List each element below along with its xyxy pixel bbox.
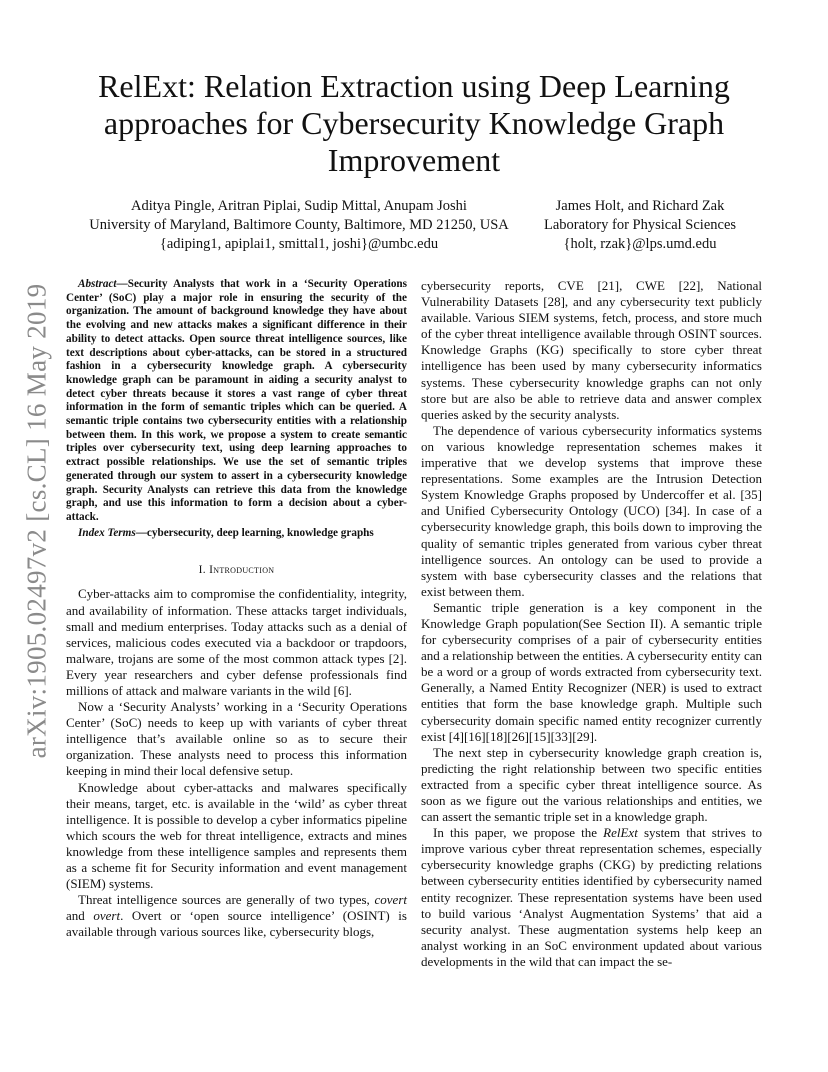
author-emails: {adiping1, apiplai1, smittal1, joshi}@umbc.edu: [159, 236, 439, 252]
author-affiliation: University of Maryland, Baltimore County, Baltimore, MD 21250, USA: [89, 217, 509, 233]
author-block-left: [64, 197, 534, 254]
body-paragraph: Knowledge about cyber-attacks and malwares specifically their means, target, etc. is available in the ‘wild’ as cyber threat intelligence. It is possible to develop a cyber informatics pipeline which scours the web for threat intelligence, extracts and mines knowledge from these intelligence samples and represents them as a scheme fit for Security information and event management (SIEM) systems.: [66, 779, 407, 892]
author-block-right: [520, 197, 760, 254]
left-column: [66, 278, 407, 941]
index-terms-label: Index Terms: [78, 526, 136, 539]
emphasis-covert: covert: [374, 892, 407, 908]
author-emails: {holt, rzak}@lps.umd.edu: [563, 236, 717, 252]
index-terms: [66, 527, 407, 541]
body-paragraph: The dependence of various cybersecurity informatics systems on various knowledge representation schemes makes it imperative that we develop systems that improve these representations. Some examples are the Intrusion Detection System Knowledge Graphs proposed by Undercoffer et al. [35] and Unified Cybersecurity Ontology (UCO) [34]. In case of a cybersecurity knowledge graph, this boils down to improving the quality of semantic triples generated from various cyber threat intelligence sources. An ontology can be used to provide a system with base cybersecurity classes and the relations that exist between them.: [421, 422, 762, 599]
body-paragraph: cybersecurity reports, CVE [21], CWE [22], National Vulnerability Datasets [28], and any cybersecurity text publicly available. Various SIEM systems, fetch, process, and store much of the cyber threat intelligence available through OSINT sources. Knowledge Graphs (KG) specifically to store cyber threat intelligence has been used by many cybersecurity informatics systems. These cybersecurity knowledge graphs can not only store but are also be able to retrieve data and answer complex queries asked by the security analysts.: [421, 278, 762, 422]
emphasis-overt: overt: [93, 908, 121, 924]
body-paragraph: [421, 825, 762, 970]
body-paragraph: Cyber-attacks aim to compromise the confidentiality, integrity, and availability of information. These attacks target individuals, small and medium enterprises. Today attacks such as a denial of services, malicious codes executed via a backdoor or trapdoors, malware, trojans are some of the most common attack types [2]. Every year researchers and cyber defense professionals find millions of attack and malware variants in the wild [6].: [66, 586, 407, 699]
section-heading: [66, 562, 407, 578]
right-column: [421, 278, 762, 970]
body-paragraph: Semantic triple generation is a key component in the Knowledge Graph population(See Section II). A semantic triple for cybersecurity comprises of a pair of cybersecurity entities and a relationship between the entities. A cybersecurity entity can be a word or a group of words extracted from cybersecurity text. Generally, a Named Entity Recognizer (NER) is used to extract entities that form the base knowledge graph. Multiple such cybersecurity domain specific named entity recognizer currently exist [4][16][18][26][15][33][29].: [421, 599, 762, 744]
system-name: RelExt: [603, 825, 638, 841]
paragraph-text: and: [66, 908, 94, 924]
author-names: James Holt, and Richard Zak: [555, 198, 725, 214]
abstract-text: —Security Analysts that work in a ‘Security Operations Center’ (SoC) play a major role in ensuring the security of the organization. The amount of background knowledge they have about the evolving and new attacks makes a significant difference in their ability to detect attacks. Open source threat intelligence sources, like text descriptions about cyber-attacks, can be stored in a structured fashion in a cybersecurity knowledge graph. A cybersecurity knowledge graph can be paramount in aiding a security analyst to detect cyber threats because it stores a vast range of cyber threat information in the form of semantic triples which can be queried. A semantic triple contains two cybersecurity entities with a relationship between them. In this work, we propose a system to create semantic triples over cybersecurity text, using deep learning approaches to extract possible relationships. We use the set of semantic triples generated through our system to assert in a cybersecurity knowledge graph. Security Analysts can retrieve this data from the knowledge graph, and use this information to form a decision about a cyber-attack.: [66, 278, 407, 523]
body-paragraph: [66, 892, 407, 940]
paper-title: RelExt: Relation Extraction using Deep Learning approaches for Cybersecurity Knowledge Graph Improvement: [98, 68, 730, 178]
abstract: [66, 278, 407, 525]
paragraph-text: system that strives to improve various cyber threat representation schemes, especially cybersecurity knowledge graphs (CKG) by predicting relations between cybersecurity entities identified by cybersecurity named entity recognizer. These representation systems have been used to build various ‘Analyst Augmentation Systems’ that aid a security analyst. These augmentation systems help keep an analyst working in an SoC environment updated about various developments in the wild that can impact the se-: [421, 825, 762, 969]
paragraph-text: Threat intelligence sources are generally of two types,: [78, 892, 375, 908]
paragraph-text: In this paper, we propose the: [433, 825, 604, 841]
abstract-label: Abstract: [78, 278, 117, 290]
body-paragraph: Now a ‘Security Analysts’ working in a ‘Security Operations Center’ (SoC) needs to keep up with variants of cyber threat intelligence that’s available online so as to secure their organization. These analysts need to process this information keeping in mind their local defensive setup.: [66, 699, 407, 779]
author-affiliation: Laboratory for Physical Sciences: [543, 217, 737, 233]
paragraph-text: . Overt or ‘open source intelligence’ (OSINT) is available through various sources like, cybersecurity blogs,: [66, 908, 407, 940]
author-names: Aditya Pingle, Aritran Piplai, Sudip Mittal, Anupam Joshi: [131, 198, 467, 214]
index-terms-text: —cybersecurity, deep learning, knowledge graphs: [135, 526, 374, 539]
section-title: Introduction: [209, 564, 275, 577]
arxiv-identifier: arXiv:1905.02497v2 [cs.CL] 16 May 2019: [21, 283, 52, 759]
section-number: I.: [198, 564, 206, 577]
arxiv-sidebar: [19, 282, 55, 760]
body-paragraph: The next step in cybersecurity knowledge graph creation is, predicting the right relationship between two specific entities extracted from a specific cyber threat intelligence source. As soon as we figure out the various relationships and entities, we can assert the semantic triple set in a knowledge graph.: [421, 744, 762, 825]
